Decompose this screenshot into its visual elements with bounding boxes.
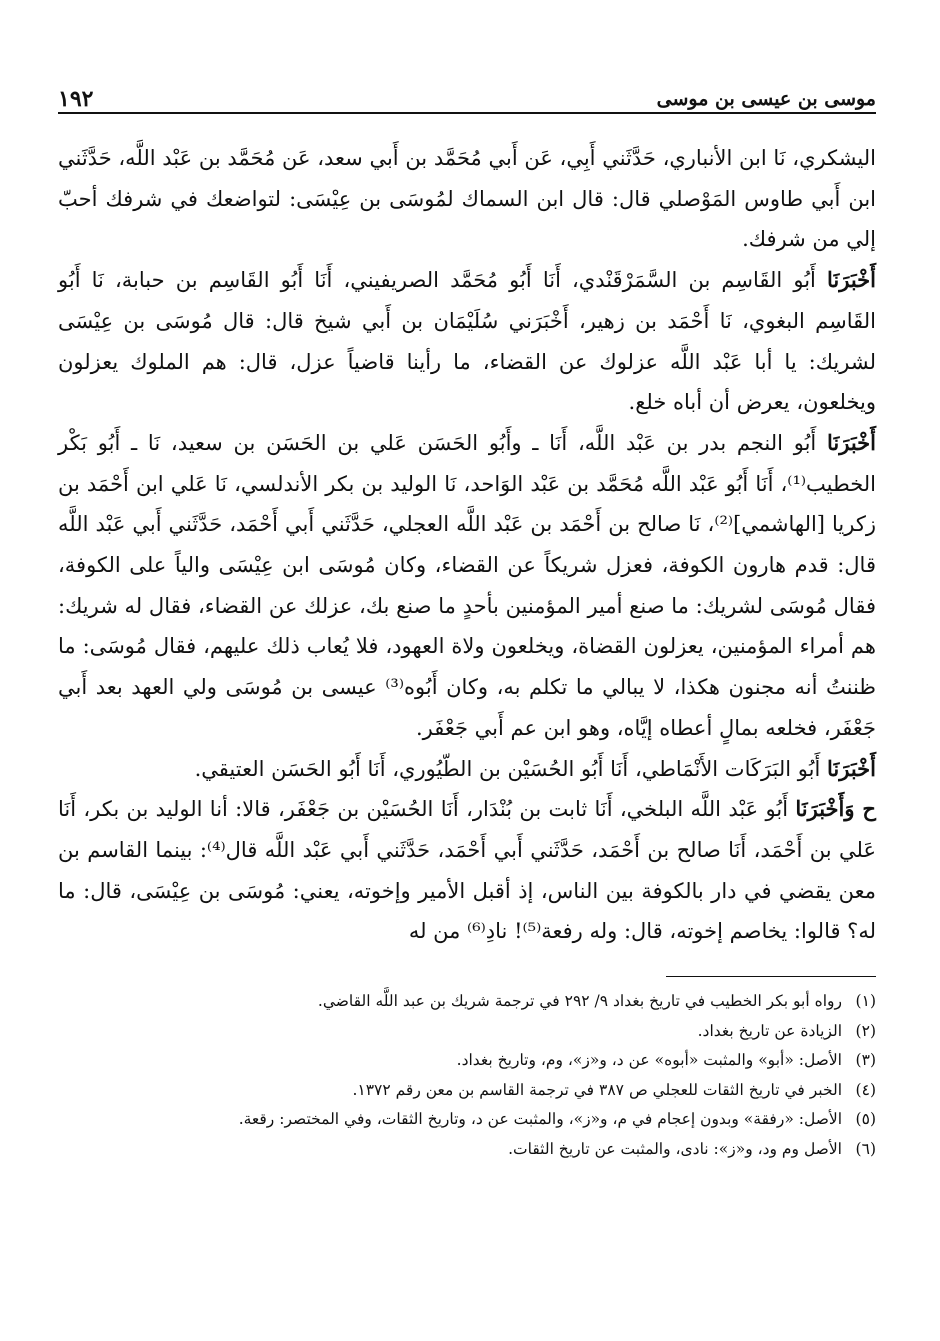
footnote-text: الخبر في تاريخ الثقات للعجلي ص ٣٨٧ في ترجمة القاسم بن معن رقم ١٣٧٢. [352,1080,842,1099]
footnote-text: الزيادة عن تاريخ بغداد. [697,1021,842,1040]
footnote-text: الأصل: «رفقة» وبدون إعجام في م، و«ز»، والمثبت عن د، وتاريخ الثقات، وفي المختصر: رقعة. [238,1110,842,1129]
paragraph-lead: أَخْبَرَنَا [827,755,876,781]
footnote-divider [666,976,876,977]
paragraph-text: أَبُو البَرَكَات الأَنْمَاطي، أَنَا أَبُو الحُسَيْن بن الطّيُوري، أَنَا أَبُو الحَسَن العتيقي. [194,756,828,781]
paragraph-lead: ح وَأَخْبَرَنَا [795,796,876,822]
page-header [58,82,876,114]
footnote-number: (٤) [855,1080,876,1099]
paragraph-lead: أَخْبَرَنَا [827,267,876,293]
footnote-number: (٥) [855,1110,876,1129]
paragraph-lead: أَخْبَرَنَا [827,429,876,455]
running-title: موسى بن عيسى بن موسى [656,88,876,110]
page-number: ١٩٢ [58,86,94,112]
footnote-number: (١) [855,992,876,1011]
footnotes [58,987,876,1164]
footnote-number: (٦) [855,1139,876,1158]
paragraph-text: أَبُو النجم بدر بن عَبْد اللَّه، أَنَا ـ وأَبُو الحَسَن عَلي بن الحَسَن بن سعيد، نَا ـ أَبُو بَكْر الخطيب⁽¹⁾، أَنَا أَبُو عَبْد اللَّه مُحَمَّد بن عَبْد الوَاحد، نَا الوليد بن بكر الأندلسي، نَا عَلي ابن أَحْمَد بن زكريا [الهاشمي]⁽²⁾، نَا صالح بن أَحْمَد بن عَبْد اللَّه العجلي، حَدَّثَني أَبي أَحْمَد، حَدَّثَني أَبي عَبْد اللَّه قال: قدم هارون الكوفة، فعزل شريكاً عن القضاء، وكان مُوسَى ابن عِيْسَى والياً على الكوفة، فقال مُوسَى لشريك: ما صنع أمير المؤمنين بأحدٍ ما صنع بك، عزلك عن القضاء، فقال له شريك: هم أمراء المؤمنين، يعزلون القضاة، ويخلعون ولاة العهود، فلا يُعاب ذلك عليهم، فقال مُوسَى: ما ظننتُ أنه مجنون هكذا، لا يبالي ما تكلم به، وكان أَبُوه⁽³⁾ عيسى بن مُوسَى ولي العهد بعد أَبي جَعْفَر، فخلعه بمالٍ أعطاه إيَّاه، وهو ابن عم أَبي جَعْفَر. [58,430,876,740]
footnote [58,1046,876,1076]
footnote-text: الأصل وم ود، و«ز»: نادى، والمثبت عن تاريخ الثقات. [508,1139,842,1158]
paragraph [58,749,876,790]
footnote [58,987,876,1017]
paragraph-text: اليشكري، نَا ابن الأنباري، حَدَّثَني أَبِي، عَن أَبي مُحَمَّد بن أَبي سعد، عَن مُحَمَّد بن عَبْد اللَّه، حَدَّثَني ابن أَبي طاوس المَوْصلي قال: قال ابن السماك لمُوسَى بن عِيْسَى: لتواضعك في شرفك أحبّ إلي من شرفك. [58,146,876,252]
main-text [58,138,876,952]
paragraph [58,423,876,749]
paragraph-text: أَبُو عَبْد اللَّه البلخي، أَنَا ثابت بن بُنْدَار، أَنَا الحُسَيْن بن جَعْفَر، قالا: أنا الوليد بن بكر، أَنَا عَلي بن أَحْمَد، أَنَا صالح بن أَحْمَد، حَدَّثَني أَبي أَحْمَد، حَدَّثَني أَبي عَبْد اللَّه قال⁽⁴⁾: بينما القاسم بن معن يقضي في دار بالكوفة بين الناس، إذ أقبل الأمير وإخوته، يعني: مُوسَى بن عِيْسَى، قال: ما له؟ قالوا: يخاصم إخوته، قال: وله رفعة⁽⁵⁾! نادِ⁽⁶⁾ من له [58,797,876,944]
paragraph [58,789,876,952]
book-page [58,82,876,1164]
footnote-number: (٣) [855,1051,876,1070]
footnote [58,1017,876,1047]
paragraph [58,260,876,423]
footnote [58,1076,876,1106]
paragraph [58,138,876,260]
footnote [58,1135,876,1165]
footnote-text: الأصل: «أبو» والمثبت «أبوه» عن د، و«ز»، وم، وتاريخ بغداد. [456,1051,842,1070]
footnote [58,1105,876,1135]
footnote-text: رواه أبو بكر الخطيب في تاريخ بغداد ٩/ ٢٩٢ في ترجمة شريك بن عبد اللَّه القاضي. [317,992,842,1011]
footnote-number: (٢) [855,1021,876,1040]
paragraph-text: أَبُو القَاسِم بن السَّمَرْقَنْدي، أَنَا أَبُو مُحَمَّد الصريفيني، أَنَا أَبُو القَاسِم بن حبابة، نَا أَبُو القَاسِم البغوي، نَا أَحْمَد بن زهير، أَخْبَرَني سُلَيْمَان بن أَبي شيخ قال: قال مُوسَى بن عِيْسَى لشريك: يا أبا عَبْد اللَّه عزلوك عن القضاء، ما رأينا قاضياً عزل، قال: هم الملوك يعزلون ويخلعون، يعرض أن أباه خلع. [58,268,876,415]
